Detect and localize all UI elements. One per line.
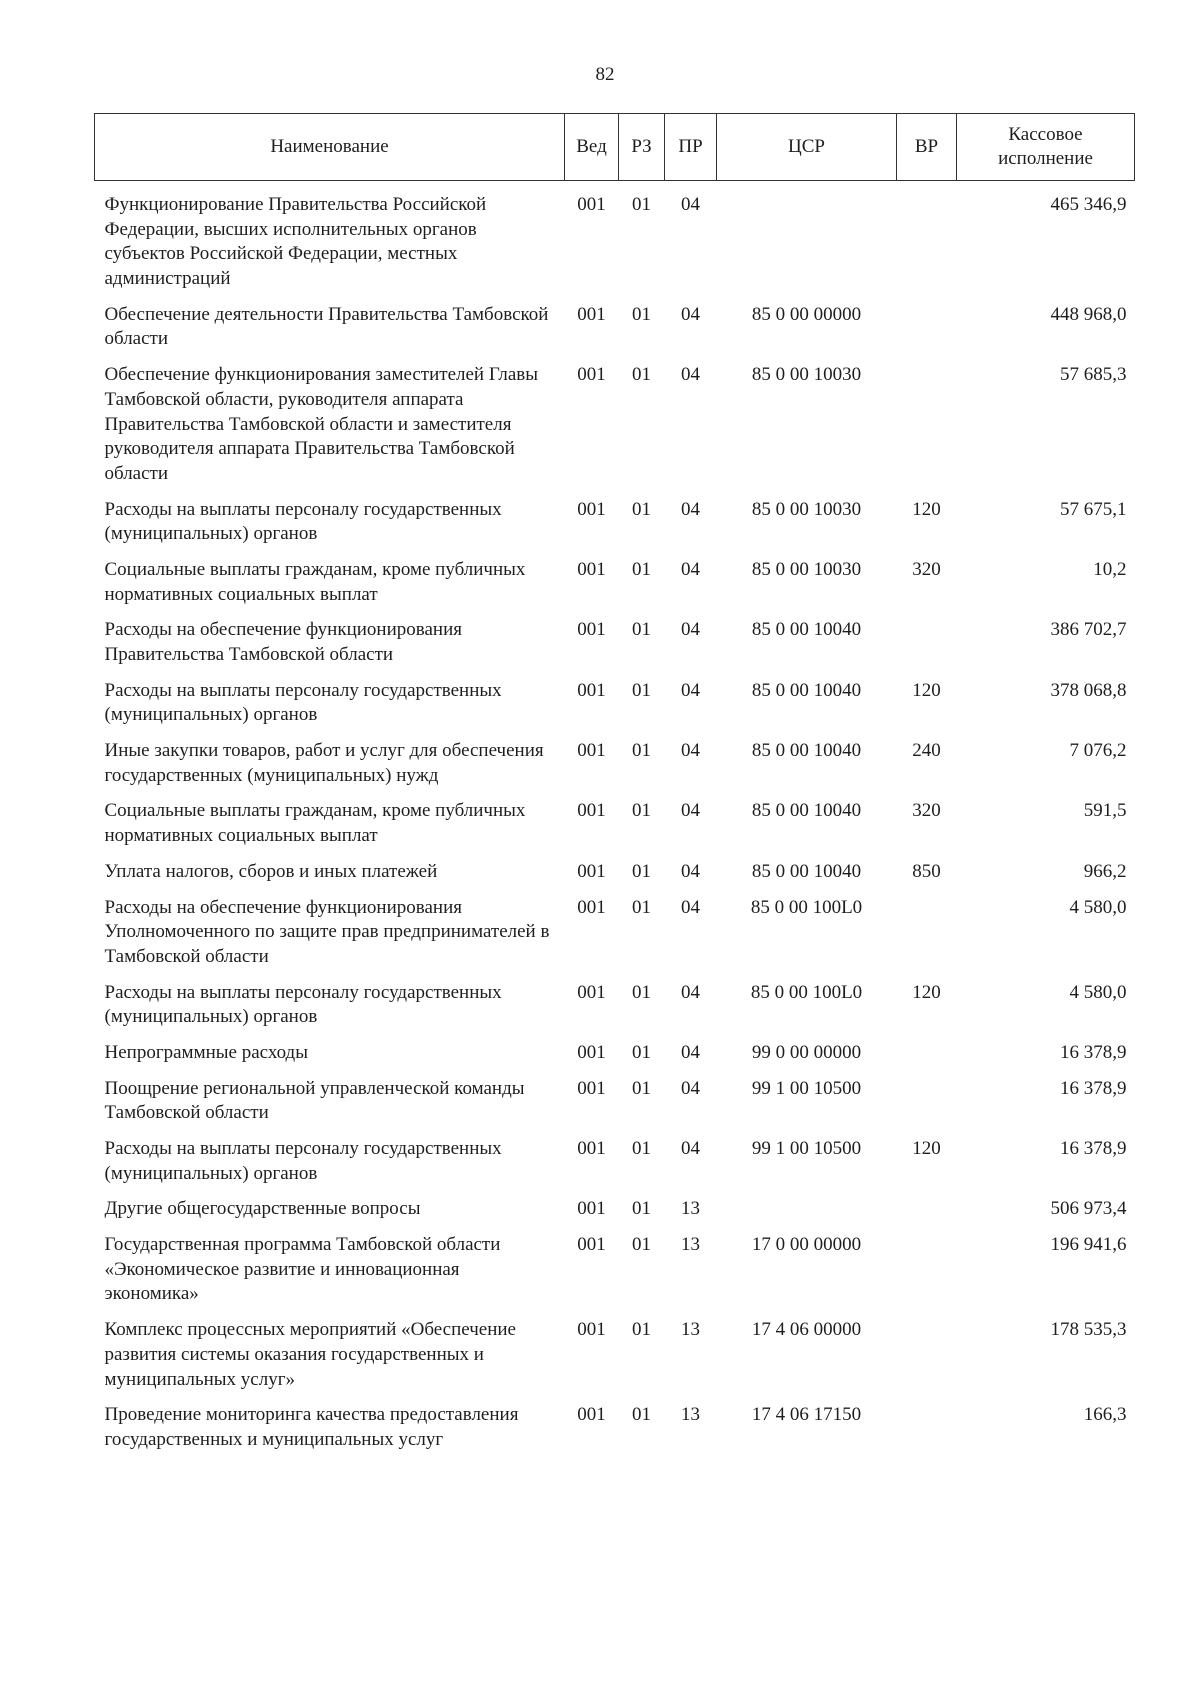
cell-vr: 320 bbox=[912, 800, 941, 822]
table-row bbox=[95, 1039, 1135, 1075]
cell-pr: 13 bbox=[681, 1198, 700, 1220]
cell-vr bbox=[897, 1195, 957, 1231]
cell-vr: 120 bbox=[912, 498, 941, 520]
cell-ved: 001 bbox=[577, 558, 606, 580]
cell-rz: 01 bbox=[632, 1234, 651, 1256]
cell-vr bbox=[897, 616, 957, 676]
table-row bbox=[95, 1135, 1135, 1195]
cell-sum: 591,5 bbox=[1083, 800, 1127, 822]
cell-name: Другие общегосударственные вопросы bbox=[104, 1198, 421, 1220]
cell-rz: 01 bbox=[632, 1041, 651, 1063]
cell-csr: 85 0 00 10030 bbox=[751, 364, 862, 386]
cell-sum: 378 068,8 bbox=[1050, 679, 1127, 701]
cell-sum: 4 580,0 bbox=[1069, 896, 1127, 918]
cell-sum: 4 580,0 bbox=[1069, 981, 1127, 1003]
cell-vr bbox=[897, 1401, 957, 1461]
cell-rz: 01 bbox=[632, 364, 651, 386]
cell-ved: 001 bbox=[577, 1234, 606, 1256]
cell-ved: 001 bbox=[577, 860, 606, 882]
table-row bbox=[95, 737, 1135, 797]
cell-ved: 001 bbox=[577, 981, 606, 1003]
table-row bbox=[95, 616, 1135, 676]
cell-csr: 85 0 00 00000 bbox=[751, 303, 862, 325]
cell-name: Социальные выплаты гражданам, кроме публичных нормативных социальных выплат bbox=[104, 558, 526, 605]
cell-pr: 04 bbox=[681, 194, 700, 215]
cell-csr: 85 0 00 10040 bbox=[751, 740, 862, 762]
cell-csr: 85 0 00 100L0 bbox=[750, 896, 863, 918]
cell-sum: 16 378,9 bbox=[1060, 1138, 1127, 1159]
cell-csr: 85 0 00 10040 bbox=[751, 800, 862, 822]
table-row bbox=[95, 1195, 1135, 1231]
cell-sum: 7 076,2 bbox=[1069, 740, 1127, 762]
cell-rz: 01 bbox=[632, 1077, 651, 1099]
cell-sum: 10,2 bbox=[1093, 558, 1127, 580]
cell-vr: 120 bbox=[912, 981, 941, 1003]
cell-sum: 166,3 bbox=[1083, 1404, 1127, 1426]
cell-name: Уплата налогов, сборов и иных платежей bbox=[104, 860, 438, 882]
cell-name: Расходы на выплаты персоналу государственных (муниципальных) органов bbox=[104, 981, 502, 1028]
cell-csr: 17 4 06 00000 bbox=[751, 1319, 862, 1341]
cell-pr: 04 bbox=[681, 1041, 700, 1063]
cell-vr: 240 bbox=[912, 740, 941, 762]
cell-pr: 04 bbox=[681, 896, 700, 918]
header-pr: ПР bbox=[665, 114, 717, 181]
header-csr: ЦСР bbox=[717, 114, 897, 181]
cell-name: Непрограммные расходы bbox=[104, 1041, 308, 1063]
header-vr: ВР bbox=[897, 114, 957, 181]
cell-vr: 120 bbox=[912, 679, 941, 701]
cell-sum: 448 968,0 bbox=[1050, 303, 1127, 325]
cell-rz: 01 bbox=[632, 1138, 651, 1159]
cell-pr: 04 bbox=[681, 860, 700, 882]
cell-vr bbox=[897, 894, 957, 979]
cell-ved: 001 bbox=[577, 364, 606, 386]
cell-rz: 01 bbox=[632, 619, 651, 641]
cell-rz: 01 bbox=[632, 558, 651, 580]
table-row bbox=[95, 1075, 1135, 1135]
cell-ved: 001 bbox=[577, 1404, 606, 1426]
cell-name: Функционирование Правительства Российской Федерации, высших исполнительных органов субъектов Российской Федерации, местных администраций bbox=[104, 194, 487, 290]
table-row bbox=[95, 181, 1135, 301]
cell-name: Расходы на обеспечение функционирования Правительства Тамбовской области bbox=[104, 619, 462, 665]
cell-pr: 04 bbox=[681, 1077, 700, 1099]
cell-csr: 17 0 00 00000 bbox=[751, 1234, 862, 1256]
cell-name: Комплекс процессных мероприятий «Обеспечение развития системы оказания государственных и муниципальных услуг» bbox=[104, 1319, 516, 1390]
cell-pr: 13 bbox=[681, 1234, 700, 1256]
header-sum: Кассовое исполнение bbox=[957, 114, 1135, 181]
cell-pr: 13 bbox=[681, 1404, 700, 1426]
cell-ved: 001 bbox=[577, 1077, 606, 1099]
cell-pr: 04 bbox=[681, 679, 700, 701]
table-row bbox=[95, 1231, 1135, 1316]
cell-pr: 04 bbox=[681, 740, 700, 762]
cell-vr: 850 bbox=[912, 860, 941, 882]
table-row bbox=[95, 677, 1135, 737]
cell-ved: 001 bbox=[577, 619, 606, 641]
cell-pr: 04 bbox=[681, 619, 700, 641]
cell-name: Проведение мониторинга качества предоставления государственных и муниципальных услуг bbox=[104, 1404, 519, 1450]
cell-ved: 001 bbox=[577, 800, 606, 822]
cell-rz: 01 bbox=[632, 740, 651, 762]
table-row bbox=[95, 894, 1135, 979]
cell-vr bbox=[897, 1231, 957, 1316]
cell-sum: 57 685,3 bbox=[1060, 364, 1127, 386]
cell-name: Государственная программа Тамбовской области «Экономическое развитие и инновационная экономика» bbox=[104, 1234, 501, 1305]
cell-rz: 01 bbox=[632, 800, 651, 822]
cell-rz: 01 bbox=[632, 860, 651, 882]
cell-rz: 01 bbox=[632, 1404, 651, 1426]
cell-ved: 001 bbox=[577, 1138, 606, 1159]
cell-pr: 04 bbox=[681, 800, 700, 822]
cell-ved: 001 bbox=[577, 896, 606, 918]
cell-sum: 57 675,1 bbox=[1060, 498, 1127, 520]
page-number: 82 bbox=[595, 64, 615, 85]
cell-sum: 465 346,9 bbox=[1050, 194, 1127, 215]
header-name: Наименование bbox=[95, 114, 565, 181]
cell-sum: 506 973,4 bbox=[1050, 1198, 1127, 1220]
cell-vr: 320 bbox=[912, 558, 941, 580]
cell-ved: 001 bbox=[577, 194, 606, 215]
cell-vr bbox=[897, 301, 957, 361]
cell-vr: 120 bbox=[912, 1138, 941, 1159]
cell-pr: 04 bbox=[681, 1138, 700, 1159]
cell-vr bbox=[897, 1316, 957, 1401]
cell-rz: 01 bbox=[632, 303, 651, 325]
cell-ved: 001 bbox=[577, 498, 606, 520]
table-row bbox=[95, 797, 1135, 857]
cell-ved: 001 bbox=[577, 740, 606, 762]
table-header-row bbox=[95, 114, 1135, 181]
header-rz: РЗ bbox=[619, 114, 665, 181]
cell-name: Поощрение региональной управленческой команды Тамбовской области bbox=[104, 1077, 525, 1124]
table-row bbox=[95, 556, 1135, 616]
cell-csr: 85 0 00 10040 bbox=[751, 679, 862, 701]
cell-name: Обеспечение деятельности Правительства Тамбовской области bbox=[104, 303, 549, 350]
cell-csr: 85 0 00 10030 bbox=[751, 498, 862, 520]
cell-ved: 001 bbox=[577, 1198, 606, 1220]
cell-rz: 01 bbox=[632, 981, 651, 1003]
cell-sum: 16 378,9 bbox=[1060, 1077, 1127, 1099]
cell-name: Иные закупки товаров, работ и услуг для обеспечения государственных (муниципальных) нужд bbox=[104, 740, 544, 786]
cell-pr: 04 bbox=[681, 558, 700, 580]
cell-csr: 85 0 00 100L0 bbox=[750, 981, 863, 1003]
cell-csr bbox=[717, 1195, 897, 1231]
cell-pr: 04 bbox=[681, 303, 700, 325]
table-row bbox=[95, 858, 1135, 894]
cell-pr: 04 bbox=[681, 498, 700, 520]
cell-sum: 196 941,6 bbox=[1050, 1234, 1127, 1256]
cell-name: Расходы на выплаты персоналу государственных (муниципальных) органов bbox=[104, 679, 502, 726]
table-row bbox=[95, 361, 1135, 495]
cell-sum: 966,2 bbox=[1083, 860, 1127, 882]
cell-rz: 01 bbox=[632, 498, 651, 520]
cell-rz: 01 bbox=[632, 1198, 651, 1220]
cell-name: Расходы на выплаты персоналу государственных (муниципальных) органов bbox=[104, 498, 502, 545]
cell-sum: 16 378,9 bbox=[1060, 1041, 1127, 1063]
cell-ved: 001 bbox=[577, 1319, 606, 1341]
table-row bbox=[95, 496, 1135, 556]
cell-name: Расходы на обеспечение функционирования Уполномоченного по защите прав предпринимателей в Тамбовской области bbox=[104, 896, 550, 967]
cell-ved: 001 bbox=[577, 1041, 606, 1063]
header-ved: Вед bbox=[565, 114, 619, 181]
cell-rz: 01 bbox=[632, 194, 651, 215]
table-row bbox=[95, 1316, 1135, 1401]
cell-csr: 85 0 00 10040 bbox=[751, 860, 862, 882]
cell-pr: 13 bbox=[681, 1319, 700, 1341]
cell-sum: 178 535,3 bbox=[1050, 1319, 1127, 1341]
cell-name: Обеспечение функционирования заместителей Главы Тамбовской области, руководителя аппарата Правительства Тамбовской области и заместителя руководителя аппарата Правительства Тамбовской области bbox=[104, 364, 539, 484]
cell-rz: 01 bbox=[632, 679, 651, 701]
cell-rz: 01 bbox=[632, 896, 651, 918]
budget-execution-table bbox=[94, 113, 1135, 1462]
cell-ved: 001 bbox=[577, 303, 606, 325]
cell-csr: 85 0 00 10030 bbox=[751, 558, 862, 580]
cell-pr: 04 bbox=[681, 364, 700, 386]
cell-rz: 01 bbox=[632, 1319, 651, 1341]
cell-csr: 99 1 00 10500 bbox=[751, 1077, 862, 1099]
cell-vr bbox=[897, 1039, 957, 1075]
cell-csr: 99 0 00 00000 bbox=[751, 1041, 862, 1063]
cell-csr bbox=[717, 181, 897, 301]
cell-csr: 99 1 00 10500 bbox=[751, 1138, 862, 1159]
table-row bbox=[95, 1401, 1135, 1461]
table-row bbox=[95, 301, 1135, 361]
table-row bbox=[95, 979, 1135, 1039]
cell-ved: 001 bbox=[577, 679, 606, 701]
cell-vr bbox=[897, 1075, 957, 1135]
table-body bbox=[95, 181, 1135, 1462]
cell-vr bbox=[897, 181, 957, 301]
cell-name: Социальные выплаты гражданам, кроме публичных нормативных социальных выплат bbox=[104, 800, 526, 847]
cell-sum: 386 702,7 bbox=[1050, 619, 1127, 641]
cell-csr: 17 4 06 17150 bbox=[751, 1404, 862, 1426]
cell-vr bbox=[897, 361, 957, 495]
cell-csr: 85 0 00 10040 bbox=[751, 619, 862, 641]
cell-pr: 04 bbox=[681, 981, 700, 1003]
cell-name: Расходы на выплаты персоналу государственных (муниципальных) органов bbox=[104, 1138, 502, 1184]
